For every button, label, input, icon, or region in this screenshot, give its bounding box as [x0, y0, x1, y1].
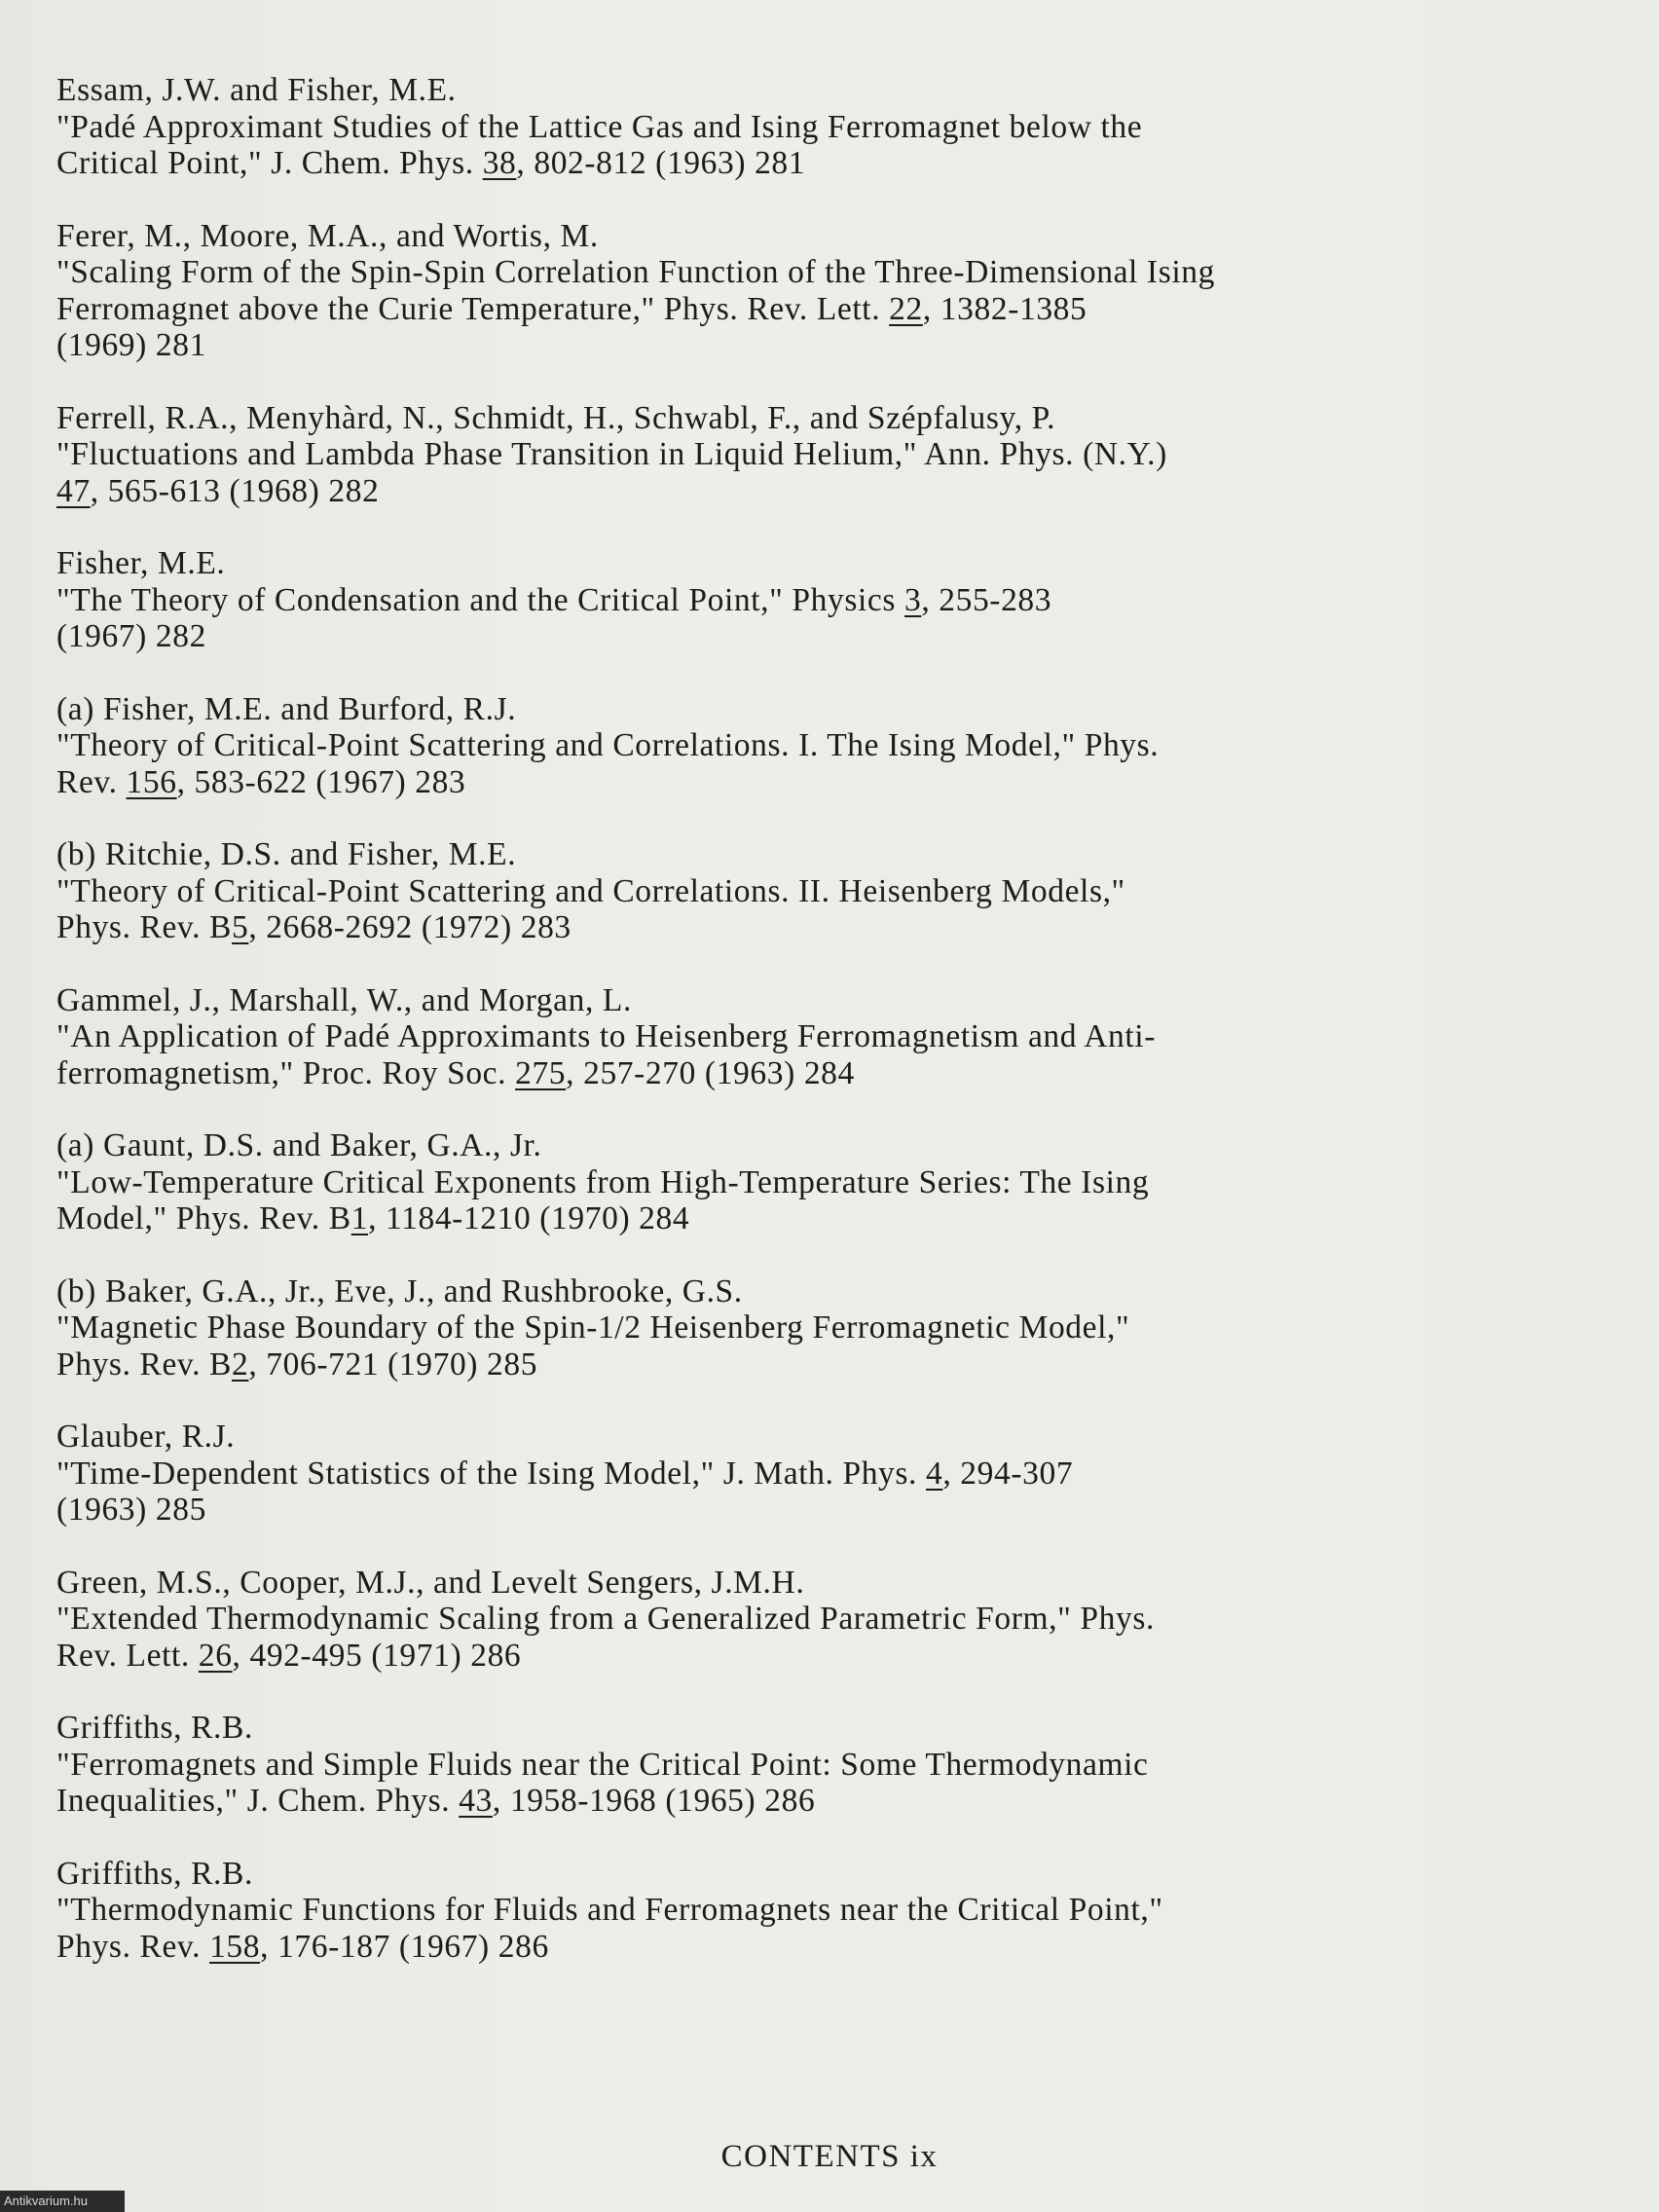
reference-text: Inequalities," J. Chem. Phys. — [56, 1783, 460, 1819]
reference-text: Ferer, M., Moore, M.A., and Wortis, M. — [56, 217, 599, 254]
reference-text: (1967) 282 — [56, 618, 206, 654]
reference-text: (b) Ritchie, D.S. and Fisher, M.E. — [56, 836, 517, 872]
volume-number: 3 — [903, 581, 922, 618]
reference-text: Green, M.S., Cooper, M.J., and Levelt Sengers, J.M.H. — [56, 1564, 805, 1601]
reference-text: , 257-270 (1963) 284 — [566, 1054, 855, 1091]
volume-number: 5 — [232, 909, 249, 945]
reference-authors — [56, 218, 1614, 255]
reference-entry — [56, 1565, 1614, 1675]
volume-number: 158 — [209, 1928, 261, 1965]
volume-number: 38 — [482, 145, 517, 181]
reference-text-line — [56, 618, 1614, 655]
reference-entry — [56, 691, 1614, 801]
reference-text: "Theory of Critical-Point Scattering and Correlations. I. The Ising Model," Phys. — [56, 727, 1160, 763]
reference-text-line — [56, 1164, 1614, 1201]
volume-number: 26 — [198, 1637, 233, 1674]
reference-entry — [56, 836, 1614, 946]
reference-text-line — [56, 1018, 1614, 1055]
reference-text: , 1184-1210 (1970) 284 — [368, 1200, 690, 1236]
reference-text: (a) Fisher, M.E. and Burford, R.J. — [56, 690, 517, 727]
reference-text: "Padé Approximant Studies of the Lattice Gas and Ising Ferromagnet below the — [56, 108, 1143, 145]
reference-text: "Theory of Critical-Point Scattering and Correlations. II. Heisenberg Models," — [56, 872, 1125, 909]
reference-text: (1963) 285 — [56, 1492, 206, 1528]
reference-text-line — [56, 1309, 1614, 1346]
reference-entry — [56, 1127, 1614, 1237]
reference-text: "Scaling Form of the Spin-Spin Correlation Function of the Three-Dimensional Ising — [56, 254, 1215, 290]
reference-entry — [56, 1710, 1614, 1820]
reference-entry — [56, 545, 1614, 655]
reference-authors — [56, 691, 1614, 728]
reference-text-line — [56, 1929, 1614, 1966]
reference-text: (1969) 281 — [56, 327, 206, 363]
volume-number: 43 — [459, 1783, 493, 1819]
reference-authors — [56, 1565, 1614, 1602]
reference-text-line — [56, 1346, 1614, 1383]
reference-text: "The Theory of Condensation and the Critical Point," Physics — [56, 581, 904, 618]
reference-text: , 1958-1968 (1965) 286 — [492, 1783, 816, 1819]
reference-text: Griffiths, R.B. — [56, 1855, 253, 1892]
reference-text: "Thermodynamic Functions for Fluids and Ferromagnets near the Critical Point," — [56, 1892, 1163, 1928]
reference-text: Rev. Lett. — [56, 1637, 199, 1674]
reference-text-line — [56, 1055, 1614, 1092]
reference-text: , 583-622 (1967) 283 — [176, 763, 466, 800]
reference-text: Griffiths, R.B. — [56, 1710, 253, 1746]
reference-entry — [56, 982, 1614, 1092]
reference-list — [56, 72, 1614, 2001]
reference-text-line — [56, 764, 1614, 801]
reference-text: , 176-187 (1967) 286 — [260, 1928, 549, 1965]
reference-text-line — [56, 1783, 1614, 1820]
reference-authors — [56, 400, 1614, 437]
reference-text: Phys. Rev. B — [56, 909, 232, 945]
reference-text: "An Application of Padé Approximants to Heisenberg Ferromagnetism and Anti- — [56, 1018, 1156, 1054]
reference-text: , 706-721 (1970) 285 — [248, 1346, 538, 1382]
reference-text: "Fluctuations and Lambda Phase Transition in Liquid Helium," Ann. Phys. (N.Y.) — [56, 436, 1167, 472]
reference-text-line — [56, 1747, 1614, 1784]
reference-text: Model," Phys. Rev. B — [56, 1200, 351, 1236]
page-footer: CONTENTS ix — [720, 2139, 939, 2174]
reference-entry — [56, 218, 1614, 364]
reference-text-line — [56, 254, 1614, 291]
reference-authors — [56, 72, 1614, 109]
reference-authors — [56, 1127, 1614, 1164]
reference-text: Gammel, J., Marshall, W., and Morgan, L. — [56, 981, 632, 1018]
reference-text: Ferrell, R.A., Menyhàrd, N., Schmidt, H., Schwabl, F., and Szépfalusy, P. — [56, 399, 1056, 436]
reference-text: "Extended Thermodynamic Scaling from a Generalized Parametric Form," Phys. — [56, 1601, 1155, 1637]
reference-entry — [56, 400, 1614, 510]
reference-authors — [56, 982, 1614, 1019]
reference-text-line — [56, 291, 1614, 328]
reference-text: (b) Baker, G.A., Jr., Eve, J., and Rushbrooke, G.S. — [56, 1272, 743, 1309]
reference-text: Fisher, M.E. — [56, 545, 226, 581]
reference-text: , 1382-1385 — [922, 290, 1088, 327]
reference-text-line — [56, 1601, 1614, 1638]
reference-text-line — [56, 909, 1614, 946]
reference-text-line — [56, 873, 1614, 910]
reference-text: , 802-812 (1963) 281 — [516, 145, 806, 181]
reference-text: Phys. Rev. B — [56, 1346, 232, 1382]
volume-number: 4 — [926, 1455, 943, 1492]
reference-text: , 2668-2692 (1972) 283 — [248, 909, 571, 945]
reference-text: Ferromagnet above the Curie Temperature," Phys. Rev. Lett. — [56, 290, 890, 327]
volume-number: 47 — [56, 472, 91, 509]
reference-entry — [56, 72, 1614, 182]
reference-text: "Low-Temperature Critical Exponents from High-Temperature Series: The Ising — [56, 1163, 1150, 1200]
reference-text-line — [56, 727, 1614, 764]
reference-text: Glauber, R.J. — [56, 1419, 236, 1455]
reference-text-line — [56, 1456, 1614, 1493]
reference-text-line — [56, 1892, 1614, 1929]
reference-text: "Ferromagnets and Simple Fluids near the Critical Point: Some Thermodynamic — [56, 1746, 1149, 1783]
volume-number: 22 — [889, 290, 923, 327]
reference-text: ferromagnetism," Proc. Roy Soc. — [56, 1054, 516, 1091]
reference-entry — [56, 1856, 1614, 1966]
reference-authors — [56, 545, 1614, 582]
reference-text: , 492-495 (1971) 286 — [232, 1637, 522, 1674]
reference-text: , 565-613 (1968) 282 — [90, 472, 380, 509]
volume-number: 156 — [126, 763, 177, 800]
volume-number: 2 — [232, 1346, 249, 1382]
reference-text: Rev. — [56, 763, 127, 800]
reference-text: Phys. Rev. — [56, 1928, 210, 1965]
reference-authors — [56, 1856, 1614, 1893]
reference-text-line — [56, 1492, 1614, 1529]
reference-text-line — [56, 1200, 1614, 1237]
reference-text: Essam, J.W. and Fisher, M.E. — [56, 72, 457, 108]
reference-entry — [56, 1419, 1614, 1529]
reference-entry — [56, 1273, 1614, 1383]
volume-number: 275 — [515, 1054, 567, 1091]
reference-authors — [56, 1419, 1614, 1456]
reference-text-line — [56, 145, 1614, 182]
reference-text: (a) Gaunt, D.S. and Baker, G.A., Jr. — [56, 1127, 542, 1163]
reference-text: "Magnetic Phase Boundary of the Spin-1/2 Heisenberg Ferromagnetic Model," — [56, 1309, 1130, 1346]
reference-text-line — [56, 109, 1614, 146]
reference-authors — [56, 836, 1614, 873]
watermark: Antikvarium.hu — [0, 2191, 125, 2212]
reference-text: "Time-Dependent Statistics of the Ising Model," J. Math. Phys. — [56, 1455, 926, 1492]
reference-text-line — [56, 473, 1614, 510]
reference-authors — [56, 1710, 1614, 1747]
reference-text-line — [56, 1638, 1614, 1675]
reference-text-line — [56, 582, 1614, 619]
reference-text-line — [56, 436, 1614, 473]
reference-authors — [56, 1273, 1614, 1310]
reference-text: Critical Point," J. Chem. Phys. — [56, 145, 483, 181]
reference-text: , 294-307 — [942, 1455, 1074, 1492]
reference-text-line — [56, 327, 1614, 364]
reference-text: , 255-283 — [921, 581, 1052, 618]
volume-number: 1 — [350, 1200, 369, 1236]
